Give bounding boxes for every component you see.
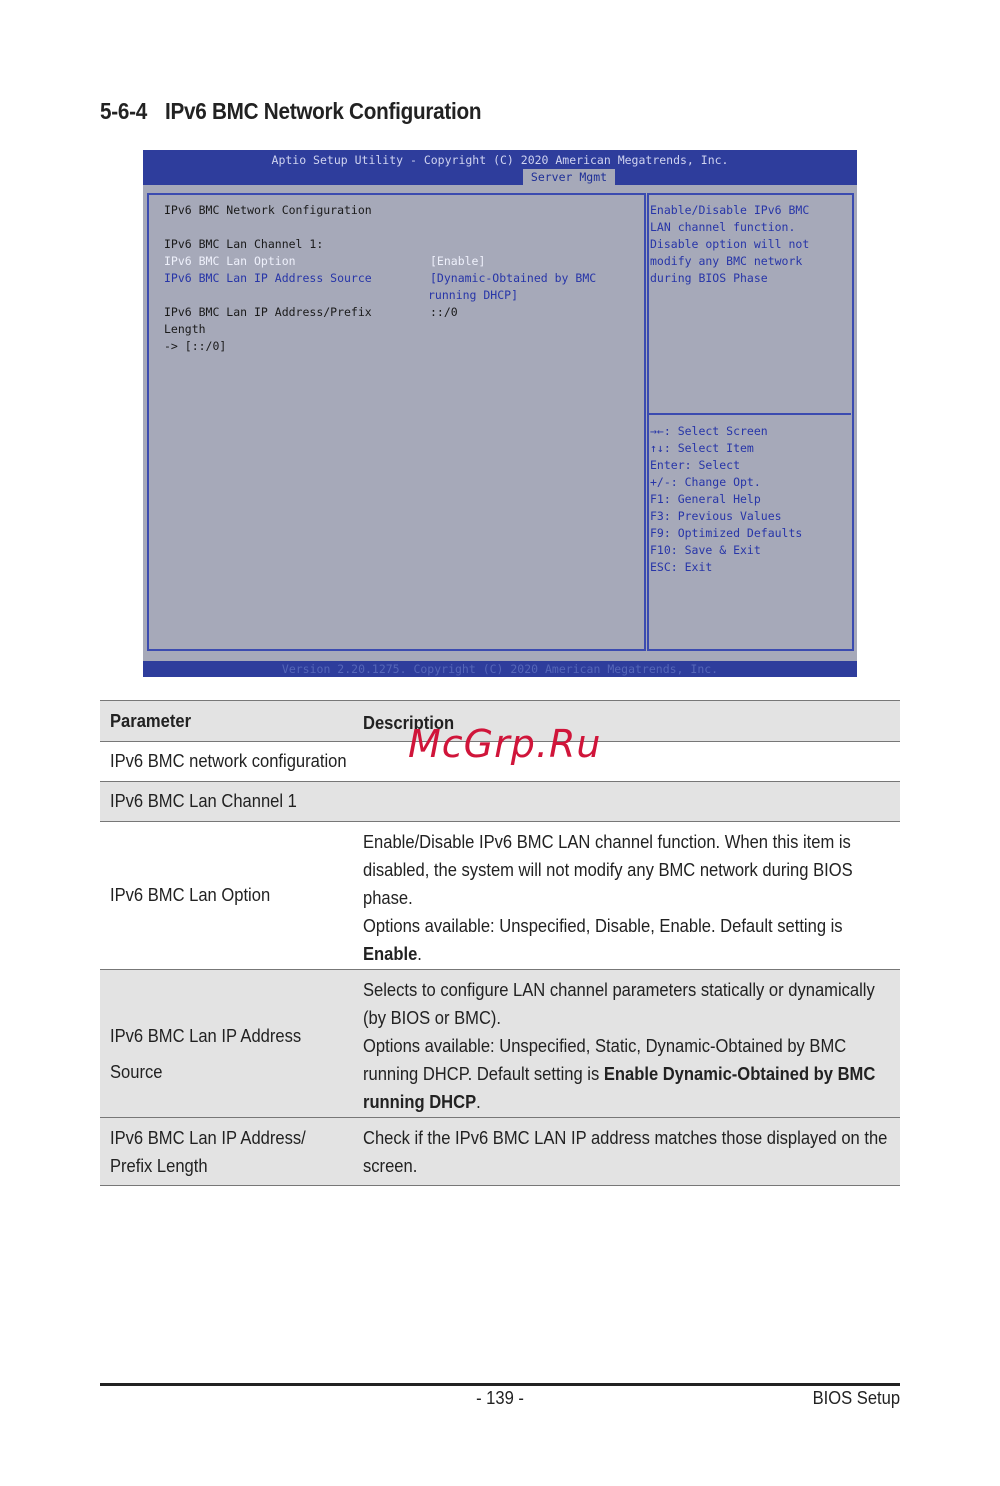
footer-rule [100, 1383, 900, 1386]
bios-key-hint: F1: General Help [650, 492, 761, 506]
table-row [100, 970, 900, 1118]
table-row [100, 782, 900, 822]
bios-prefix-label-1: IPv6 BMC Lan IP Address/Prefix [164, 305, 372, 319]
bios-help-divider [649, 413, 851, 415]
desc-cell [363, 976, 897, 1116]
bios-help-line: Disable option will not [650, 237, 810, 251]
watermark: McGrp.Ru [408, 722, 602, 766]
desc-text: Enable/Disable IPv6 BMC LAN channel function. When this item is disabled, the system will not modify any BMC network during BIOS phase. [363, 832, 853, 908]
desc-options: Options available: Unspecified, Static, Dynamic-Obtained by BMC running DHCP. Default setting is Enable Dynamic-Obtained by BMC running DHCP. [363, 1036, 876, 1112]
desc-cell: Check if the IPv6 BMC LAN IP address matches those displayed on the screen. [363, 1128, 888, 1176]
header-parameter: Parameter [110, 711, 192, 731]
bios-key-hint: F9: Optimized Defaults [650, 526, 803, 540]
tab-server-mgmt[interactable]: Server Mgmt [523, 169, 615, 185]
bios-item-ip-source[interactable]: IPv6 BMC Lan IP Address Source [164, 271, 372, 285]
bios-header-bar [143, 150, 857, 185]
page-number: - 139 - [476, 1388, 524, 1408]
table-row [100, 822, 900, 970]
param-cell: IPv6 BMC network configuration [110, 751, 347, 771]
param-cell: IPv6 BMC Lan Option [110, 885, 271, 905]
desc-cell [363, 828, 897, 968]
bios-help-line: during BIOS Phase [650, 271, 768, 285]
bios-value-lan-option[interactable]: [Enable] [430, 254, 486, 268]
bios-key-hint: →←: Select Screen [650, 424, 768, 438]
section-number: 5-6-4 [100, 98, 147, 124]
bios-key-hint: +/-: Change Opt. [650, 475, 761, 489]
bios-key-hint: ESC: Exit [650, 560, 713, 574]
bios-prefix-value: ::/0 [430, 305, 458, 319]
parameter-table [100, 700, 900, 1186]
bios-help-line: LAN channel function. [650, 220, 796, 234]
default-value: Enable Dynamic-Obtained by BMC running DHCP [363, 1064, 876, 1112]
param-cell: IPv6 BMC Lan IP Address Source [110, 1026, 302, 1082]
bios-item-lan-option[interactable]: IPv6 BMC Lan Option [164, 254, 296, 268]
bios-help-line: Enable/Disable IPv6 BMC [650, 203, 810, 217]
bios-page-title: IPv6 BMC Network Configuration [164, 203, 372, 217]
param-cell: IPv6 BMC Lan IP Address/ Prefix Length [110, 1128, 306, 1176]
table-row [100, 1118, 900, 1186]
default-value: Enable [363, 944, 418, 964]
section-heading [100, 98, 481, 125]
bios-key-hint: Enter: Select [650, 458, 741, 472]
desc-text: Selects to configure LAN channel parameters statically or dynamically (by BIOS or BMC). [363, 980, 875, 1028]
bios-key-hint: F10: Save & Exit [650, 543, 761, 557]
bios-help-line: modify any BMC network [650, 254, 803, 268]
footer-section: BIOS Setup [812, 1388, 900, 1408]
bios-value-ip-source-2[interactable]: running DHCP] [428, 288, 519, 302]
param-cell: IPv6 BMC Lan Channel 1 [110, 791, 297, 811]
bios-prefix-arrow: -> [::/0] [164, 339, 227, 353]
bios-footer-bar [143, 661, 857, 677]
bios-screenshot [143, 150, 857, 677]
header-description: Description [363, 713, 455, 733]
bios-value-ip-source-1[interactable]: [Dynamic-Obtained by BMC [430, 271, 597, 285]
section-title-text: IPv6 BMC Network Configuration [164, 98, 482, 124]
bios-version: Version 2.20.1275. Copyright (C) 2020 American Megatrends, Inc. [281, 662, 719, 676]
bios-channel-label: IPv6 BMC Lan Channel 1: [164, 237, 324, 251]
bios-prefix-label-2: Length [164, 322, 206, 336]
bios-key-hint: F3: Previous Values [650, 509, 782, 523]
bios-copyright: Aptio Setup Utility - Copyright (C) 2020 American Megatrends, Inc. [271, 153, 729, 167]
desc-options: Options available: Unspecified, Disable, Enable. Default setting is Enable. [363, 916, 843, 964]
bios-key-hint: ↑↓: Select Item [650, 441, 754, 455]
